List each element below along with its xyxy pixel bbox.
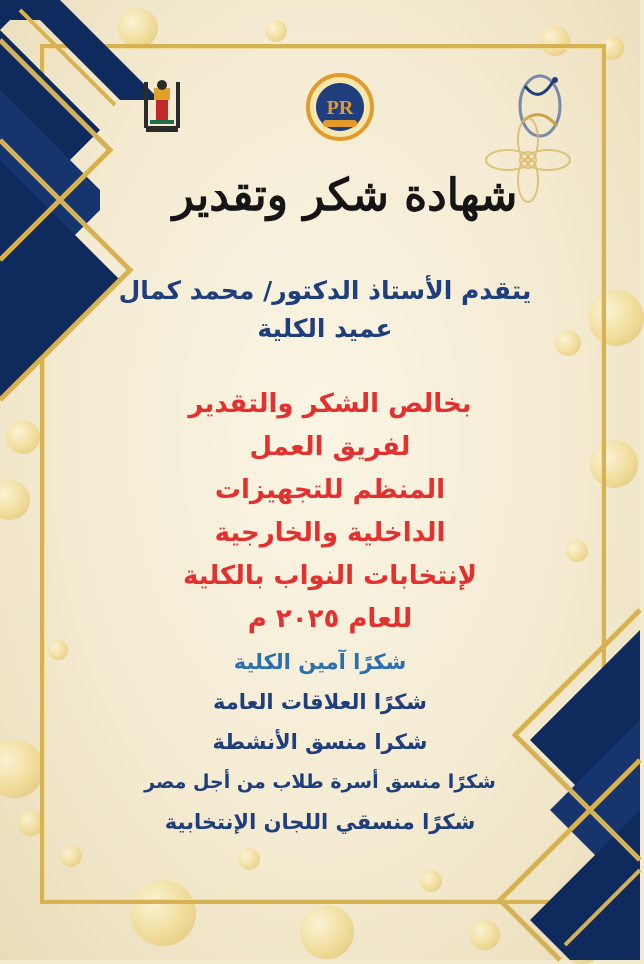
message-block [130, 383, 530, 641]
gold-bubble [6, 420, 40, 454]
message-line: الداخلية والخارجية [214, 518, 446, 548]
pharaoh-emblem-icon [142, 76, 182, 136]
gold-bubble [0, 480, 30, 520]
certificate-title [172, 150, 518, 240]
message-line: للعام ٢٠٢٥ م [247, 604, 413, 634]
gold-bubble [300, 905, 354, 959]
thanks-line: شكرا منسق الأنشطة [212, 730, 428, 754]
presenter-line: يتقدم الأستاذ الدكتور/ محمد كمال [118, 276, 532, 305]
svg-text:PR: PR [326, 97, 354, 119]
svg-text:شهادة شكر وتقدير: شهادة شكر وتقدير [172, 170, 518, 221]
message-line: بخالص الشكر والتقدير [188, 389, 472, 419]
thanks-block [70, 642, 570, 842]
thanks-line: شكرًا منسق أسرة طلاب من أجل مصر [144, 771, 496, 793]
thanks-line: شكرًا العلاقات العامة [213, 690, 427, 714]
message-line: لإنتخابات النواب بالكلية [182, 561, 478, 591]
message-line: لفريق العمل [249, 432, 411, 462]
gold-bubble [265, 20, 287, 42]
gold-bubble [0, 740, 44, 798]
thanks-line: شكرًا منسقي اللجان الإنتخابية [164, 810, 476, 834]
public-relations-logo-icon [305, 72, 375, 142]
presenter-title: عميد الكلية [257, 314, 393, 343]
message-line: المنظم للتجهيزات [214, 475, 446, 505]
presenter-block [90, 272, 560, 348]
thanks-line: شكرًا آمين الكلية [233, 650, 407, 674]
